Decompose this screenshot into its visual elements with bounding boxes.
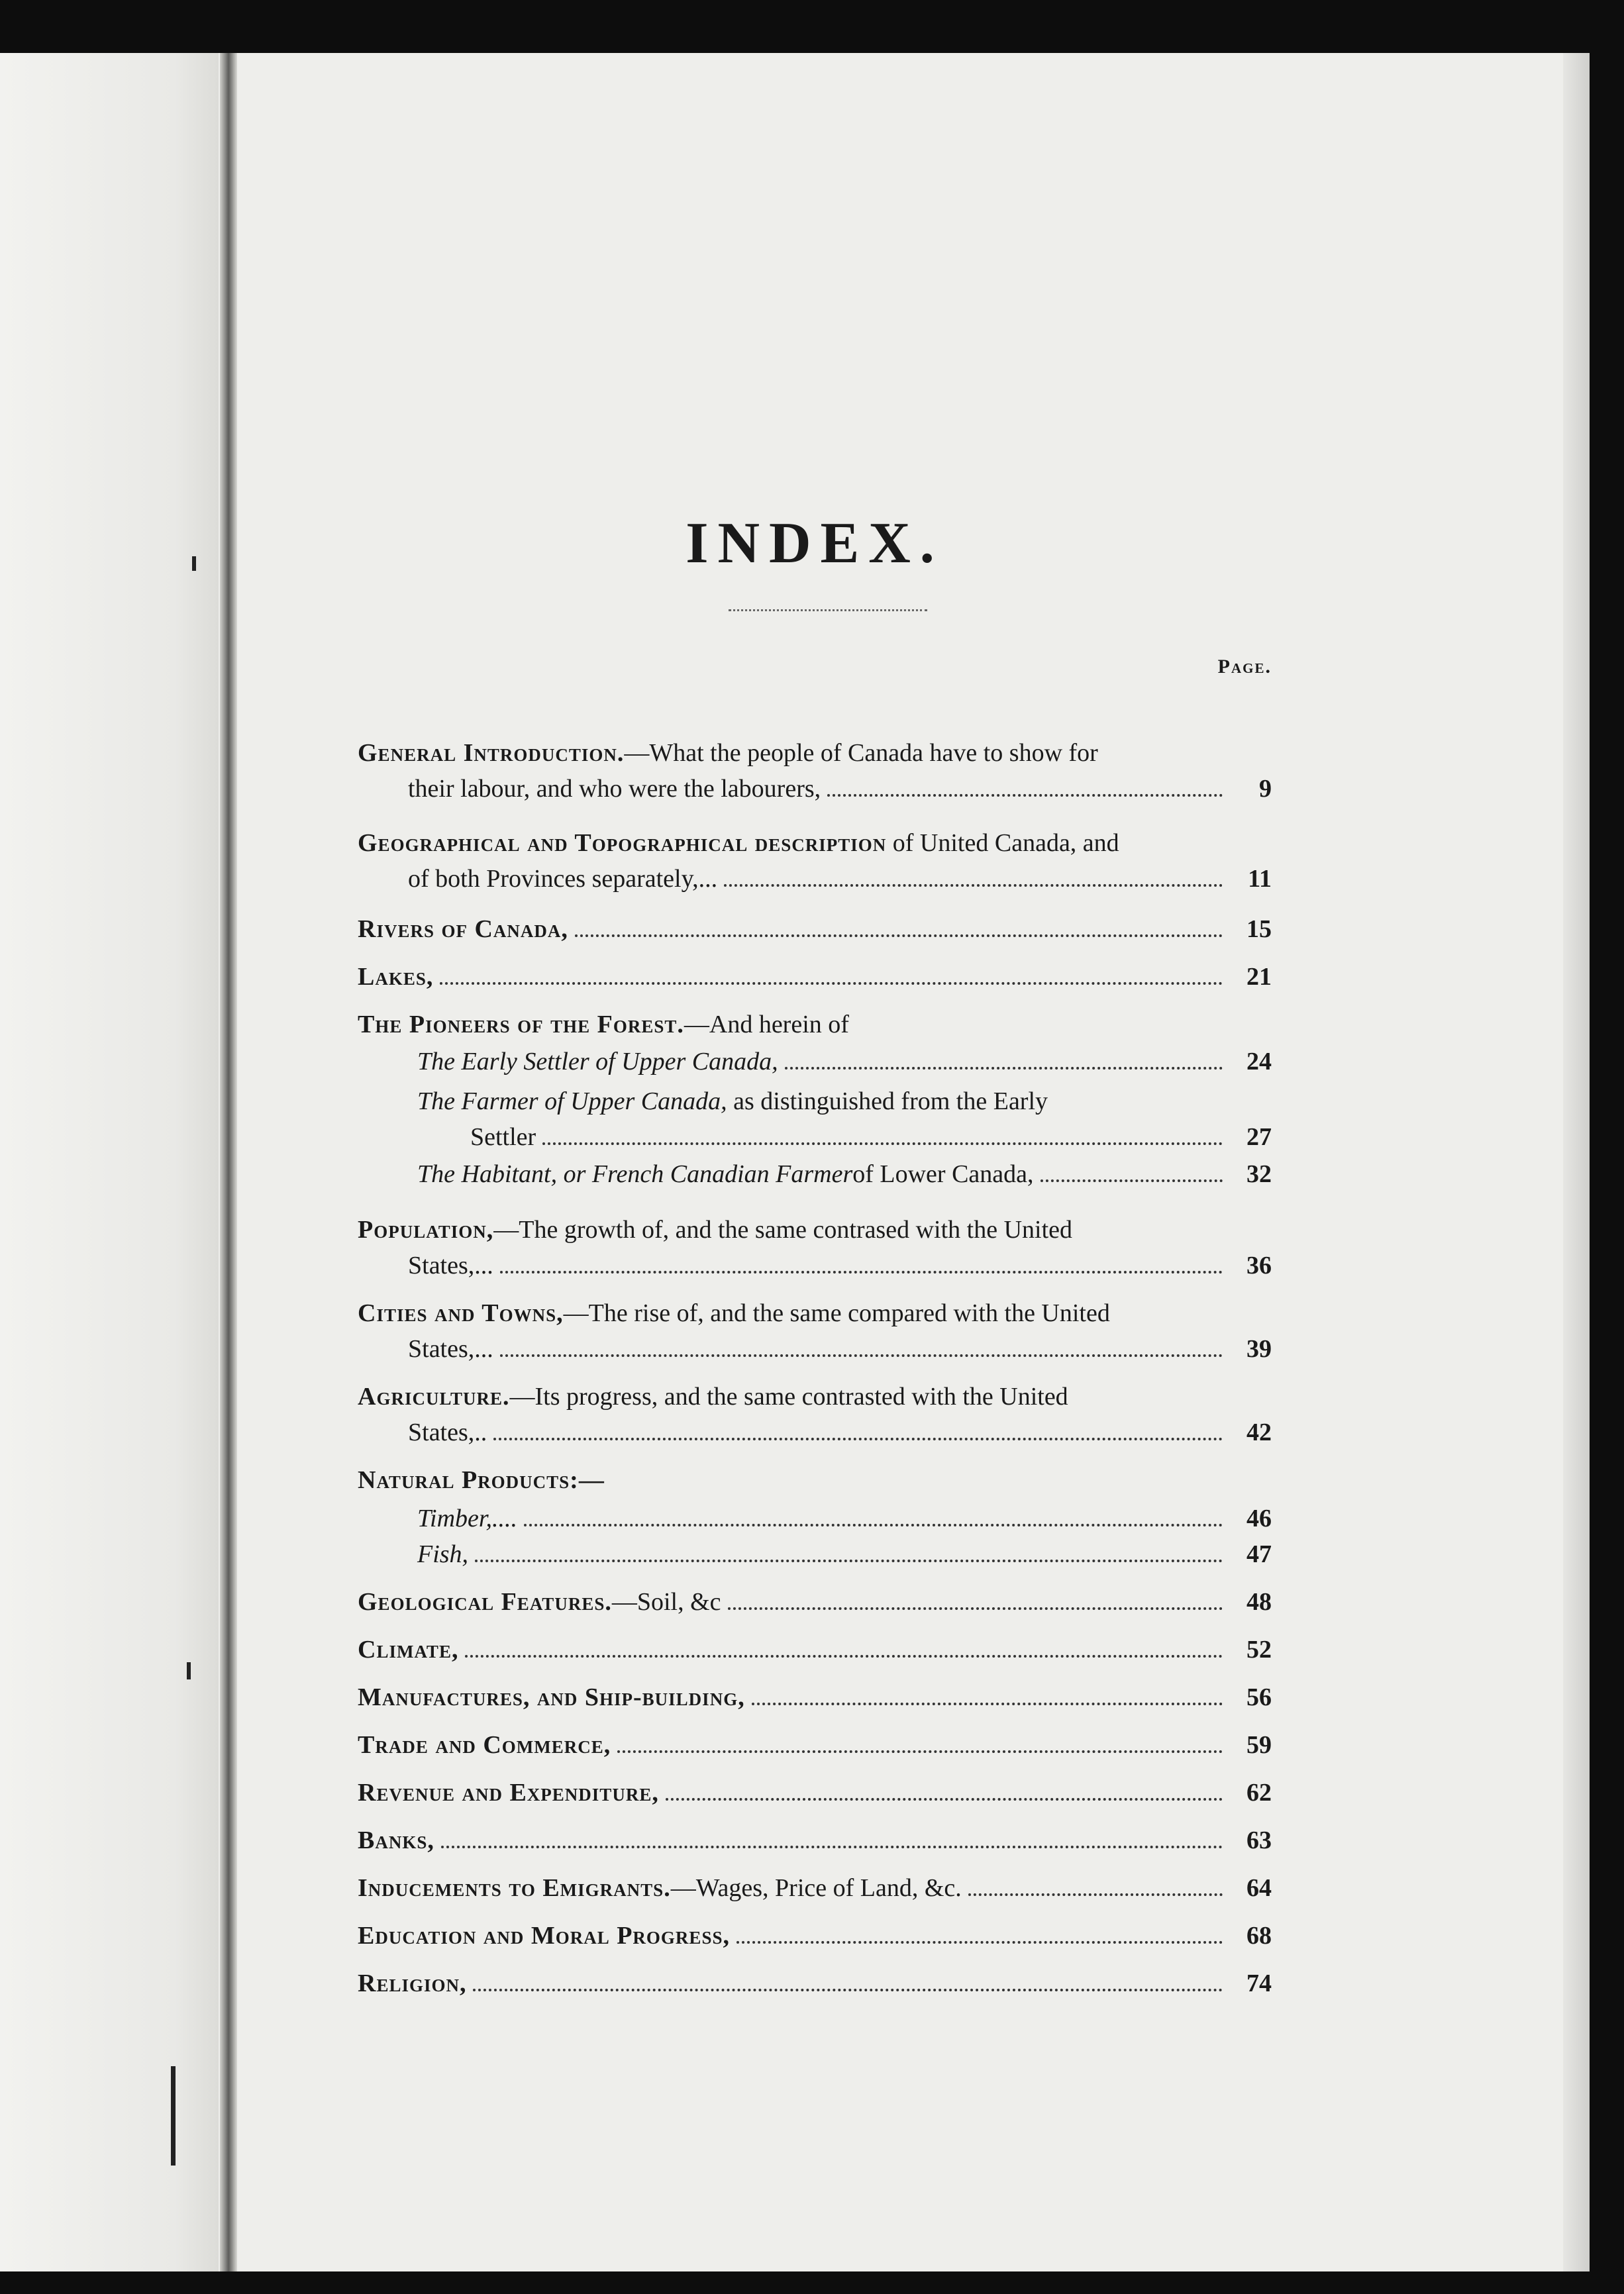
entry-page-number: 36 <box>1246 1252 1272 1279</box>
index-entry <box>358 1822 1272 1858</box>
entry-page-number: 62 <box>1246 1779 1272 1807</box>
index-entry <box>358 1918 1272 1954</box>
entry-heading: Religion, <box>358 1970 467 1997</box>
index-entry <box>358 1212 1272 1283</box>
entry-page-number: 46 <box>1246 1505 1272 1532</box>
entry-heading: Population, <box>358 1216 494 1244</box>
entry-page-number: 64 <box>1246 1874 1272 1902</box>
entry-continuation: of both Provinces separately,... <box>408 865 718 893</box>
page-edge <box>1563 53 1590 2271</box>
page-column-header: Page. <box>1217 656 1272 677</box>
index-entry <box>358 1584 1272 1620</box>
index-subentry <box>358 1501 1272 1536</box>
entry-text: —What the people of Canada have to show for <box>624 739 1098 767</box>
entry-continuation: their labour, and who were the labourers, <box>408 775 821 803</box>
index-entry <box>358 911 1272 947</box>
left-leaf <box>0 53 219 2271</box>
entry-heading: Rivers of Canada, <box>358 915 568 943</box>
margin-mark <box>192 556 196 571</box>
index-entry <box>358 1870 1272 1906</box>
index-entry <box>358 1727 1272 1763</box>
entry-heading: Education and Moral Progress, <box>358 1922 730 1950</box>
index-subentry <box>358 1083 1272 1155</box>
index-entry <box>358 825 1272 897</box>
entry-page-number: 42 <box>1246 1419 1272 1446</box>
entry-text: —The growth of, and the same contrased with the United <box>493 1216 1072 1244</box>
entry-text: of United Canada, and <box>886 829 1119 857</box>
entry-continuation: Settler <box>470 1123 536 1151</box>
entry-page-number: 39 <box>1246 1335 1272 1363</box>
entry-heading: Cities and Towns, <box>358 1299 564 1327</box>
entry-page-number: 63 <box>1246 1826 1272 1854</box>
entry-page-number: 27 <box>1246 1123 1272 1151</box>
index-entry <box>358 1775 1272 1811</box>
index-entry <box>358 1007 1272 1042</box>
entry-continuation: States,... <box>408 1252 493 1279</box>
index-entry <box>358 1632 1272 1668</box>
entry-subheading: The Farmer of Upper Canada, <box>417 1087 727 1115</box>
entry-subheading: The Early Settler of Upper Canada, <box>417 1048 778 1075</box>
entry-continuation: States,.. <box>408 1419 487 1446</box>
entry-heading: Natural Products:— <box>358 1466 605 1494</box>
index-entry <box>358 1295 1272 1367</box>
margin-mark <box>171 2066 176 2166</box>
entry-page-number: 15 <box>1246 915 1272 943</box>
entry-text: as distinguished from the Early <box>727 1087 1048 1115</box>
entry-page-number: 56 <box>1246 1683 1272 1711</box>
entry-page-number: 32 <box>1246 1160 1272 1188</box>
index-entry <box>358 1462 1272 1498</box>
entry-page-number: 9 <box>1259 775 1272 803</box>
margin-mark <box>187 1662 191 1679</box>
entry-continuation: States,... <box>408 1335 493 1363</box>
entry-heading: Revenue and Expenditure, <box>358 1779 659 1807</box>
entry-text: —The rise of, and the same compared with the United <box>563 1299 1110 1327</box>
entry-heading: Inducements to Emigrants. <box>358 1874 671 1902</box>
index-subentry <box>358 1156 1272 1192</box>
entry-page-number: 74 <box>1246 1970 1272 1997</box>
book-page <box>0 53 1590 2271</box>
entry-subheading: Fish, <box>417 1540 469 1568</box>
entry-heading: Manufactures, and Ship-building, <box>358 1683 745 1711</box>
entry-text: of Lower Canada, <box>852 1160 1034 1188</box>
index-entry <box>358 959 1272 995</box>
entry-heading: Lakes, <box>358 963 434 991</box>
entry-heading: Geographical and Topographical description <box>358 829 887 857</box>
index-subentry <box>358 1044 1272 1079</box>
index-entry <box>358 1966 1272 2001</box>
title-ornament-rule <box>729 609 927 611</box>
entry-text: —And herein of <box>684 1011 849 1038</box>
entry-text: —Wages, Price of Land, &c. <box>670 1874 962 1902</box>
entry-page-number: 68 <box>1246 1922 1272 1950</box>
index-entry <box>358 1679 1272 1715</box>
entry-heading: General Introduction. <box>358 739 625 767</box>
index-entry <box>358 735 1272 807</box>
book-spine <box>220 53 237 2271</box>
entry-heading: Climate, <box>358 1636 459 1664</box>
entry-subheading: The Habitant, or French Canadian Farmer <box>417 1160 853 1188</box>
entry-page-number: 21 <box>1246 963 1272 991</box>
entry-text: —Its progress, and the same contrasted with the United <box>509 1383 1068 1411</box>
entry-heading: Banks, <box>358 1826 434 1854</box>
entry-page-number: 24 <box>1246 1048 1272 1075</box>
index-subentry <box>358 1536 1272 1572</box>
entry-heading: Agriculture. <box>358 1383 510 1411</box>
entry-text: —Soil, &c <box>611 1588 721 1616</box>
index-entry <box>358 1379 1272 1450</box>
entry-heading: The Pioneers of the Forest. <box>358 1011 684 1038</box>
entry-heading: Trade and Commerce, <box>358 1731 611 1759</box>
entry-page-number: 48 <box>1246 1588 1272 1616</box>
entry-page-number: 59 <box>1246 1731 1272 1759</box>
entry-page-number: 52 <box>1246 1636 1272 1664</box>
entry-heading: Geological Features. <box>358 1588 612 1616</box>
entry-page-number: 11 <box>1248 865 1272 893</box>
entry-subheading: Timber,.... <box>417 1505 517 1532</box>
page-title: INDEX. <box>685 511 944 575</box>
entry-page-number: 47 <box>1246 1540 1272 1568</box>
